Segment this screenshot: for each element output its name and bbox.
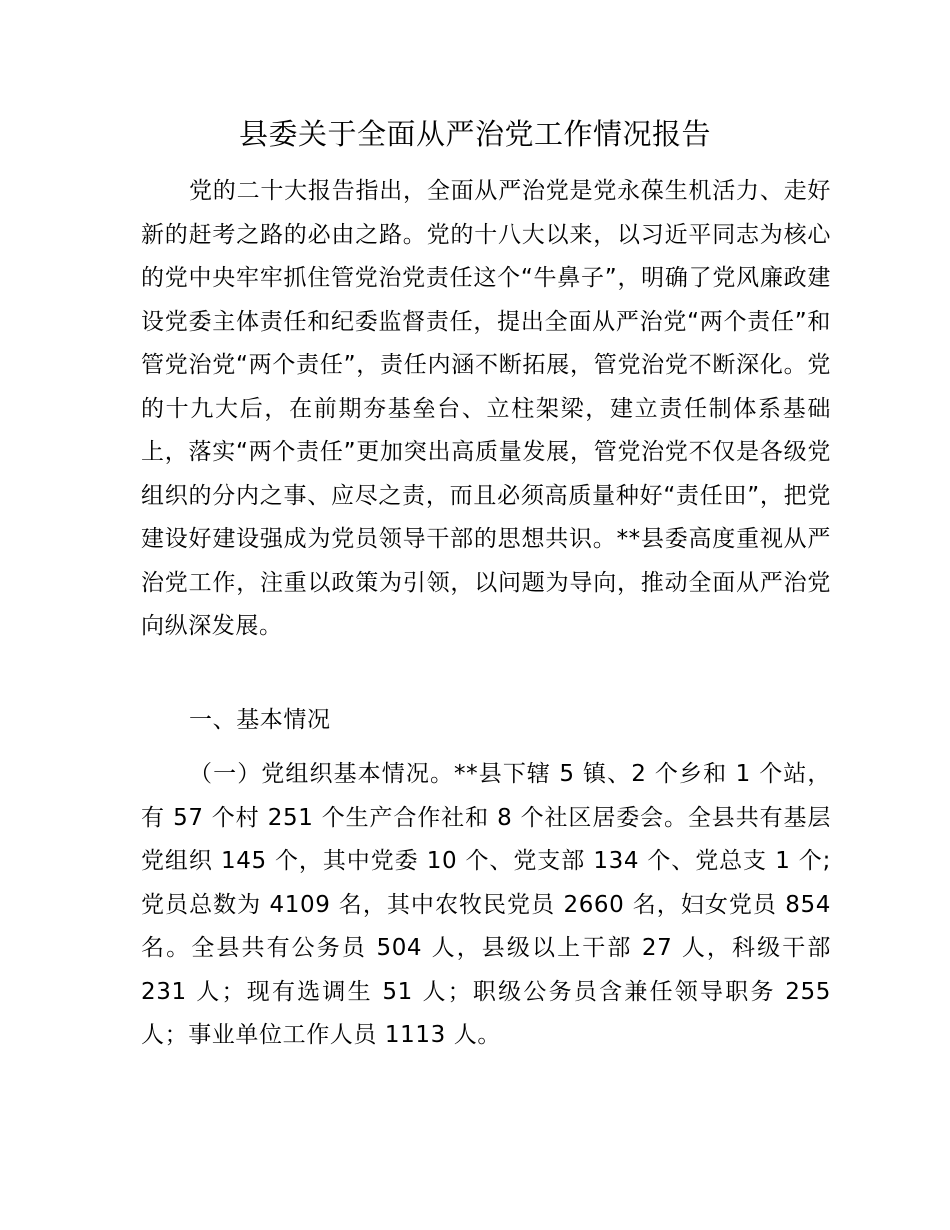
party-organization-paragraph: （一）党组织基本情况。**县下辖 5 镇、2 个乡和 1 个站，有 57 个村 251 个生产合作社和 8 个社区居委会。全县共有基层党组织 145 个，其中党委 10 个、党支部 134 个、党总支 1 个;党员总数为 4109 名，其中农牧民党员 2660 名，妇女党员 854 名。全县共有公务员 504 人，县级以上干部 27 人，科级干部 231 人；现有选调生 51 人；职级公务员含兼任领导职务 255 人；事业单位工作人员 1113 人。	[141, 761, 831, 1048]
document-title: 县委关于全面从严治党工作情况报告	[238, 117, 711, 151]
intro-paragraph: 党的二十大报告指出，全面从严治党是党永葆生机活力、走好新的赶考之路的必由之路。党的十八大以来，以习近平同志为核心的党中央牢牢抓住管党治党责任这个“牛鼻子”，明确了党风廉政建设党委主体责任和纪委监督责任，提出全面从严治党“两个责任”和管党治党“两个责任”，责任内涵不断拓展，管党治党不断深化。党的十九大后，在前期夯基垒台、立柱架梁，建立责任制体系基础上，落实“两个责任”更加突出高质量发展，管党治党不仅是各级党组织的分内之事、应尽之责，而且必须高质量种好“责任田”，把党建设好建设强成为党员领导干部的思想共识。**县委高度重视从严治党工作，注重以政策为引领，以问题为导向，推动全面从严治党向纵深发展。	[141, 178, 831, 639]
section-heading-basic-situation: 一、基本情况	[189, 707, 331, 733]
